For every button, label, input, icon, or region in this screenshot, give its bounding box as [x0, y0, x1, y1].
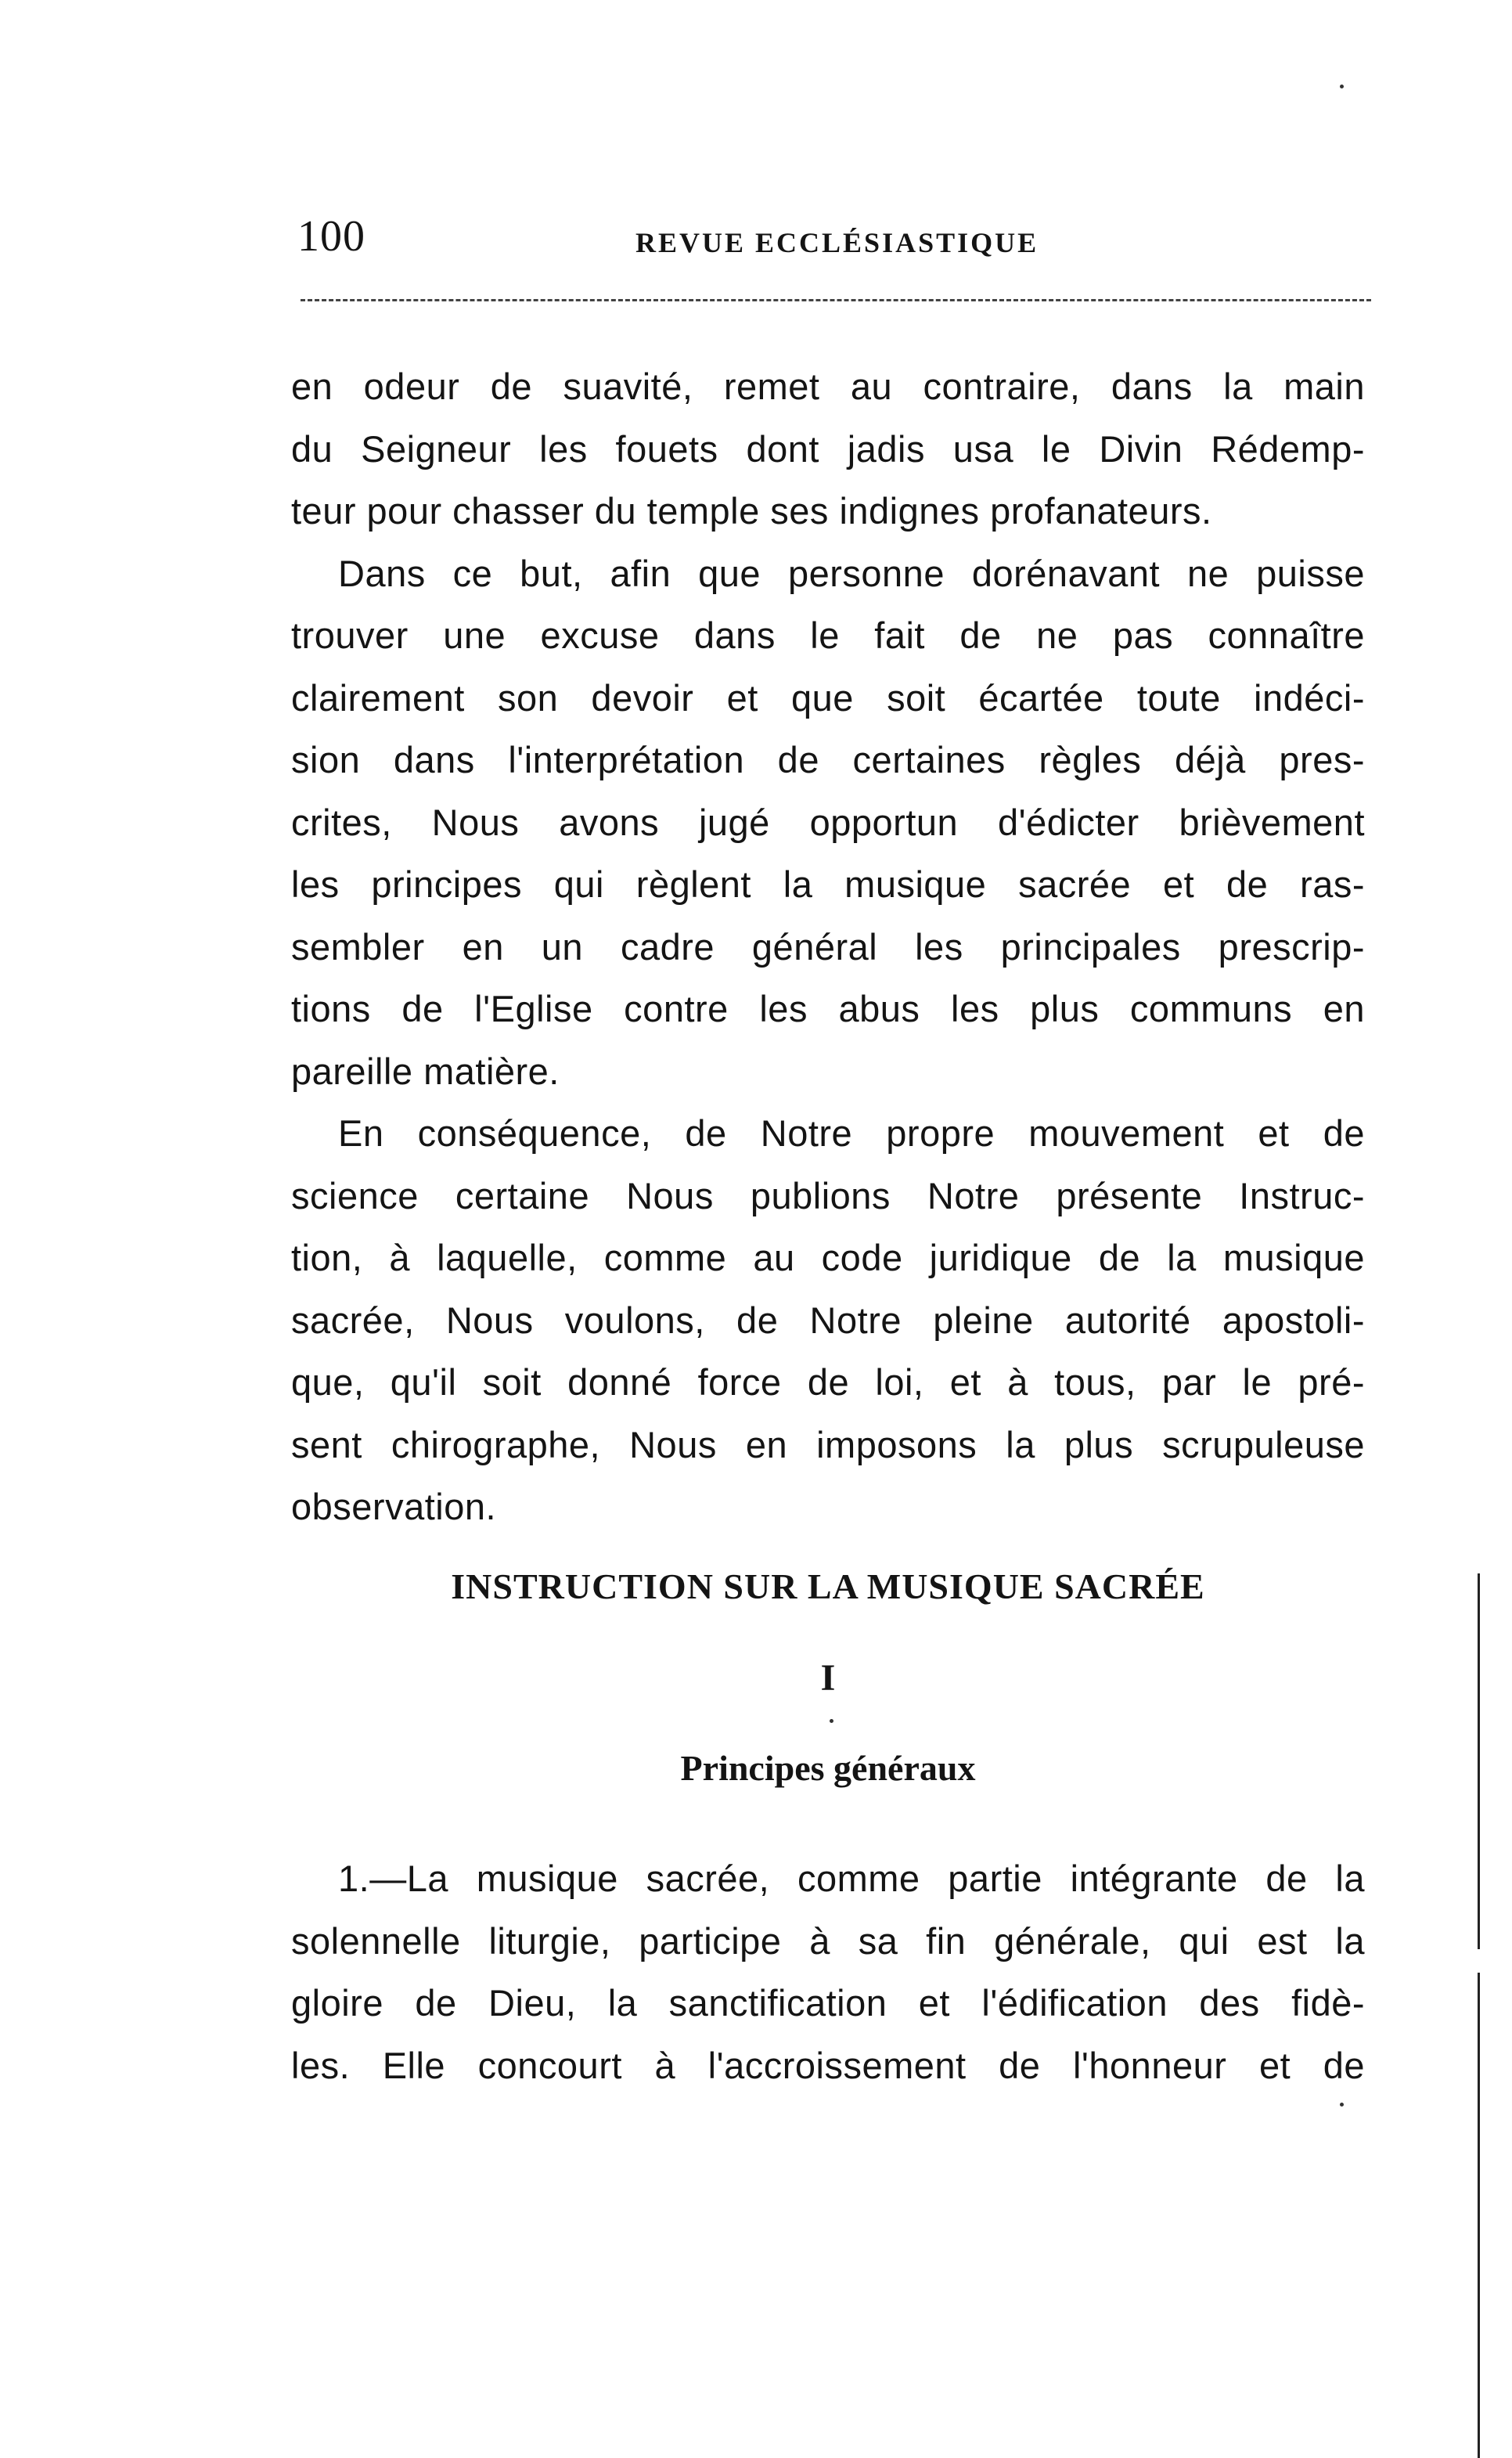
text-line: Dans ce but, afin que personne dorénavant ne puisse [338, 552, 1365, 594]
section-subtitle: Principes généraux [680, 1748, 976, 1788]
scan-margin-line [1478, 1973, 1480, 2458]
text-line: trouver une excuse dans le fait de ne pas connaître [291, 614, 1365, 656]
header-rule [301, 299, 1371, 301]
body-text-lower [291, 1847, 1365, 2096]
text-line: En conséquence, de Notre propre mouvement et de [338, 1112, 1365, 1154]
text-line: que, qu'il soit donné force de loi, et à tous, par le pré- [291, 1361, 1365, 1403]
section-number: I [820, 1657, 836, 1699]
text-line: sembler en un cadre général les principales prescrip- [291, 925, 1365, 968]
text-line: du Seigneur les fouets dont jadis usa le Divin Rédemp- [291, 427, 1365, 470]
text-line: pareille matière. [291, 1050, 560, 1092]
text-line: crites, Nous avons jugé opportun d'édicter brièvement [291, 801, 1365, 843]
text-line: clairement son devoir et que soit écartée toute indéci- [291, 676, 1365, 719]
text-line: sent chirographe, Nous en imposons la plus scrupuleuse [291, 1423, 1365, 1465]
scan-margin-line [1478, 1573, 1480, 1949]
text-line: gloire de Dieu, la sanctification et l'édification des fidè- [291, 1982, 1365, 2024]
text-line: sion dans l'interprétation de certaines règles déjà pres- [291, 739, 1365, 780]
text-line: solennelle liturgie, participe à sa fin générale, qui est la [291, 1919, 1365, 1962]
scan-speck [1340, 85, 1344, 88]
page-header [297, 213, 1377, 276]
text-line: les. Elle concourt à l'accroissement de l'honneur et de [291, 2044, 1365, 2086]
body-text-upper [291, 355, 1365, 1538]
text-line: tion, à laquelle, comme au code juridique de la musique [291, 1237, 1365, 1278]
text-line: tions de l'Eglise contre les abus les plus communs en [291, 988, 1365, 1029]
text-line: observation. [291, 1486, 497, 1527]
running-head: REVUE ECCLÉSIASTIQUE [635, 227, 1039, 258]
page-number: 100 [297, 212, 365, 261]
scan-speck [830, 1719, 833, 1723]
scan-speck [1340, 2103, 1344, 2107]
text-line: teur pour chasser du temple ses indignes profanateurs. [291, 490, 1212, 532]
section-title: INSTRUCTION SUR LA MUSIQUE SACRÉE [451, 1566, 1205, 1606]
text-line: sacrée, Nous voulons, de Notre pleine autorité apostoli- [291, 1299, 1365, 1341]
text-line: science certaine Nous publions Notre présente Instruc- [291, 1174, 1365, 1216]
text-line: 1.—La musique sacrée, comme partie intégrante de la [338, 1858, 1365, 1899]
text-line: les principes qui règlent la musique sacrée et de ras- [291, 863, 1365, 905]
text-line: en odeur de suavité, remet au contraire, dans la main [291, 366, 1365, 407]
